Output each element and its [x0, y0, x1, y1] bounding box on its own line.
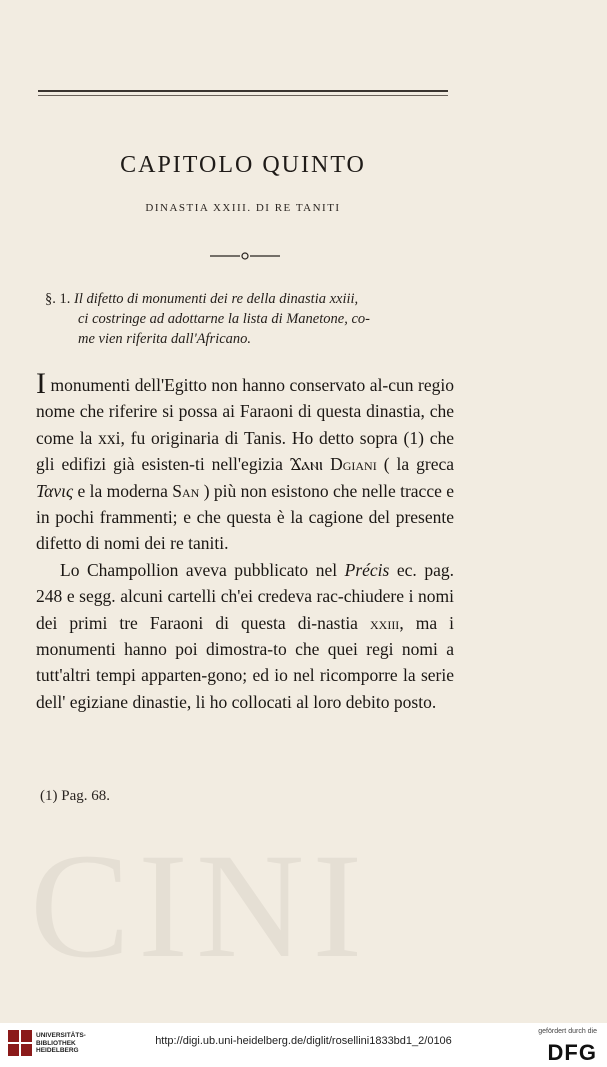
body-text: [36, 367, 455, 715]
dgiani-word: Dgiani: [323, 454, 377, 475]
dynasty-numeral: xxiii: [369, 612, 400, 633]
section-number: §. 1.: [45, 291, 71, 307]
ornament-divider-icon: [210, 249, 280, 263]
precis-title: Précis: [344, 559, 390, 580]
drop-cap: I: [36, 367, 46, 400]
funded-by-label: gefördert durch die: [538, 1028, 597, 1035]
footnote: (1) Pag. 68.: [40, 788, 110, 804]
top-rule: [38, 90, 448, 92]
library-line-2: BIBLIOTHEK: [36, 1039, 76, 1047]
p2-text-b: ec. pag. 248 e segg. alcuni cartelli ch'ei credeva rac-chiudere i nomi dei primi tre Faraoni di questa di-nastia: [36, 559, 454, 633]
paragraph-1: [36, 367, 455, 557]
p1-text-d: e la moderna: [73, 480, 173, 501]
summary-line-3: me vien riferita dall'Africano.: [78, 331, 252, 347]
paragraph-2: [36, 557, 454, 715]
summary-line-1: Il difetto di monumenti dei re della dinastia xxiii,: [74, 291, 359, 307]
p2-text-c: , ma i monumenti hanno poi dimostra-to che quei regi nomi a tutt'altri tempi apparten-gono; ed io nel ricomporre la serie dell' egiziane dinastie, li ho collocati al loro debito posto.: [36, 612, 454, 712]
summary-line-2: ci costringe ad adottarne la lista di Manetone, co-: [78, 311, 370, 327]
dfg-logo: DFG: [547, 1040, 597, 1065]
p1-text-e: ) più non esistono che nelle tracce e in pochi frammenti; e che questa è la cagione del presente difetto di nomi dei re taniti.: [36, 480, 455, 554]
p1-text-c: ( la greca: [376, 454, 455, 475]
chapter-subtitle: DINASTIA XXIII. DI RE TANITI: [145, 202, 341, 214]
san-word: San: [172, 480, 200, 501]
chapter-title: CAPITOLO QUINTO: [120, 152, 366, 178]
page-url-link[interactable]: http://digi.ub.uni-heidelberg.de/diglit/rosellini1833bd1_2/0106: [155, 1035, 452, 1047]
greek-word: Τανις: [36, 480, 74, 501]
show-through-watermark: CINI: [30, 823, 371, 989]
coptic-word: Ϫⲁⲛⲓ: [289, 454, 324, 475]
section-summary: [45, 289, 453, 349]
library-line-3: HEIDELBERG: [36, 1047, 79, 1054]
p2-text-a: Lo Champollion aveva pubblicato nel: [60, 559, 345, 580]
p1-text-a: monumenti dell'Egitto non hanno conservato al-cun regio nome che riferire si possa ai Faraoni di questa dinastia, che come la xxi, fu originaria di Tanis. Ho detto sopra (1) che gli edifizi già esisten-ti nell'egizia: [36, 375, 454, 475]
library-line-1: UNIVERSITÄTS-: [36, 1032, 86, 1039]
top-rule-thin: [38, 95, 448, 96]
